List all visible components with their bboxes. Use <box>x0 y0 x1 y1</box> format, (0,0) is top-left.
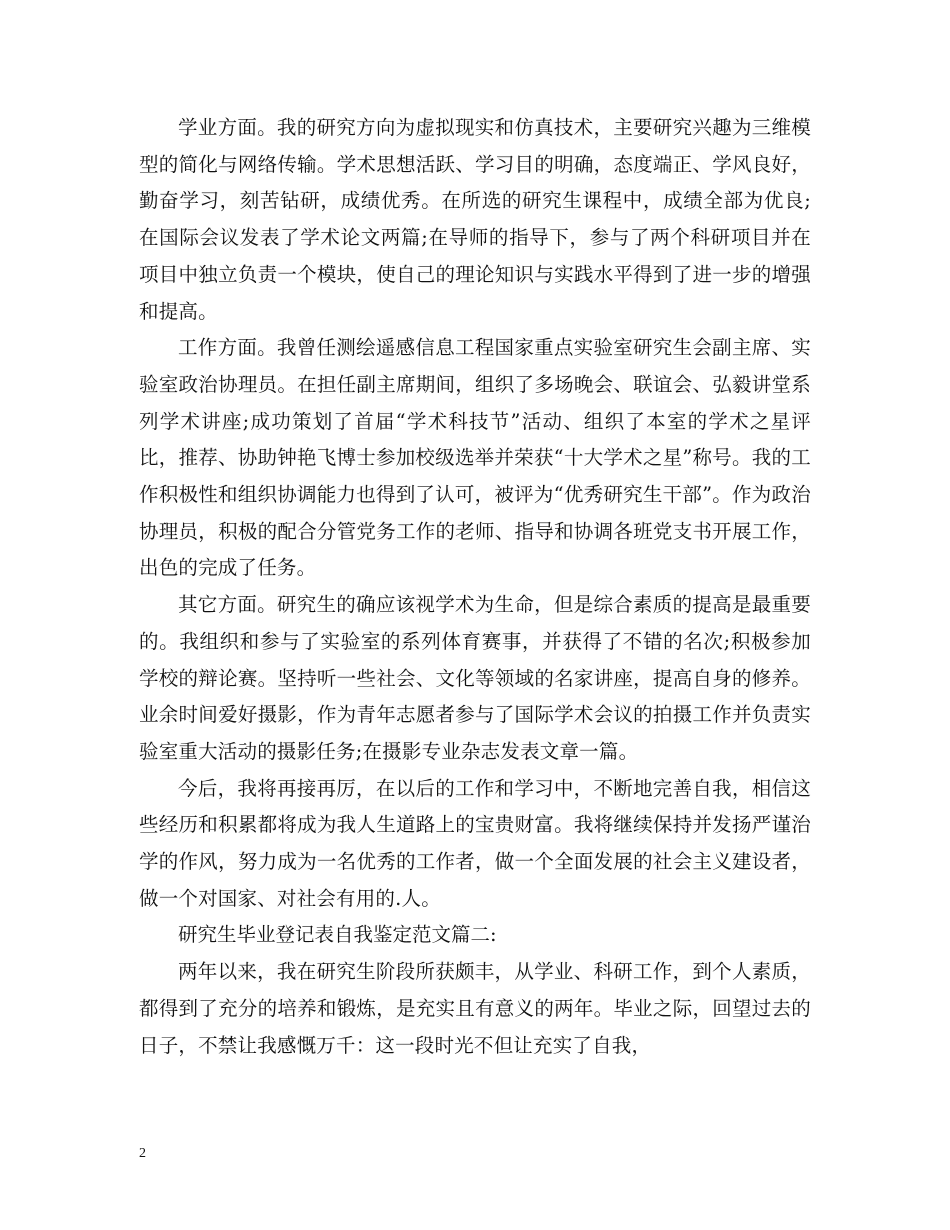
paragraph-two-years: 两年以来，我在研究生阶段所获颇丰，从学业、科研工作，到个人素质，都得到了充分的培养和锻炼，是充实且有意义的两年。毕业之际，回望过去的日子，不禁让我感慨万千：这一段时光不但让充实了自我， <box>139 960 811 1057</box>
paragraph-academics: 学业方面。我的研究方向为虚拟现实和仿真技术，主要研究兴趣为三维模型的简化与网络传输。学术思想活跃、学习目的明确，态度端正、学风良好，勤奋学习，刻苦钻研，成绩优秀。在所选的研究生课程中，成绩全部为优良;在国际会议发表了学术论文两篇;在导师的指导下，参与了两个科研项目并在项目中独立负责一个模块，使自己的理论知识与实践水平得到了进一步的增强和提高。 <box>139 116 811 323</box>
paragraph-work: 工作方面。我曾任测绘遥感信息工程国家重点实验室研究生会副主席、实验室政治协理员。在担任副主席期间，组织了多场晚会、联谊会、弘毅讲堂系列学术讲座;成功策划了首届“学术科技节”活动、组织了本室的学术之星评比，推荐、协助钟艳飞博士参加校级选举并荣获“十大学术之星”称号。我的工作积极性和组织协调能力也得到了认可，被评为“优秀研究生干部”。作为政治协理员，积极的配合分管党务工作的老师、指导和协调各班党支书开展工作，出色的完成了任务。 <box>139 336 811 580</box>
paragraph-future: 今后，我将再接再厉，在以后的工作和学习中，不断地完善自我，相信这些经历和积累都将成为我人生道路上的宝贵财富。我将继续保持并发扬严谨治学的作风，努力成为一名优秀的工作者，做一个全面发展的社会主义建设者，做一个对国家、对社会有用的.人。 <box>139 776 811 910</box>
document-body <box>139 110 811 1064</box>
section-heading: 研究生毕业登记表自我鉴定范文篇二: <box>178 923 497 947</box>
paragraph-other: 其它方面。研究生的确应该视学术为生命，但是综合素质的提高是最重要的。我组织和参与了实验室的系列体育赛事，并获得了不错的名次;积极参加学校的辩论赛。坚持听一些社会、文化等领域的名家讲座，提高自身的修养。业余时间爱好摄影，作为青年志愿者参与了国际学术会议的拍摄工作并负责实验室重大活动的摄影任务;在摄影专业杂志发表文章一篇。 <box>139 593 811 763</box>
page-number: 2 <box>139 1146 146 1161</box>
